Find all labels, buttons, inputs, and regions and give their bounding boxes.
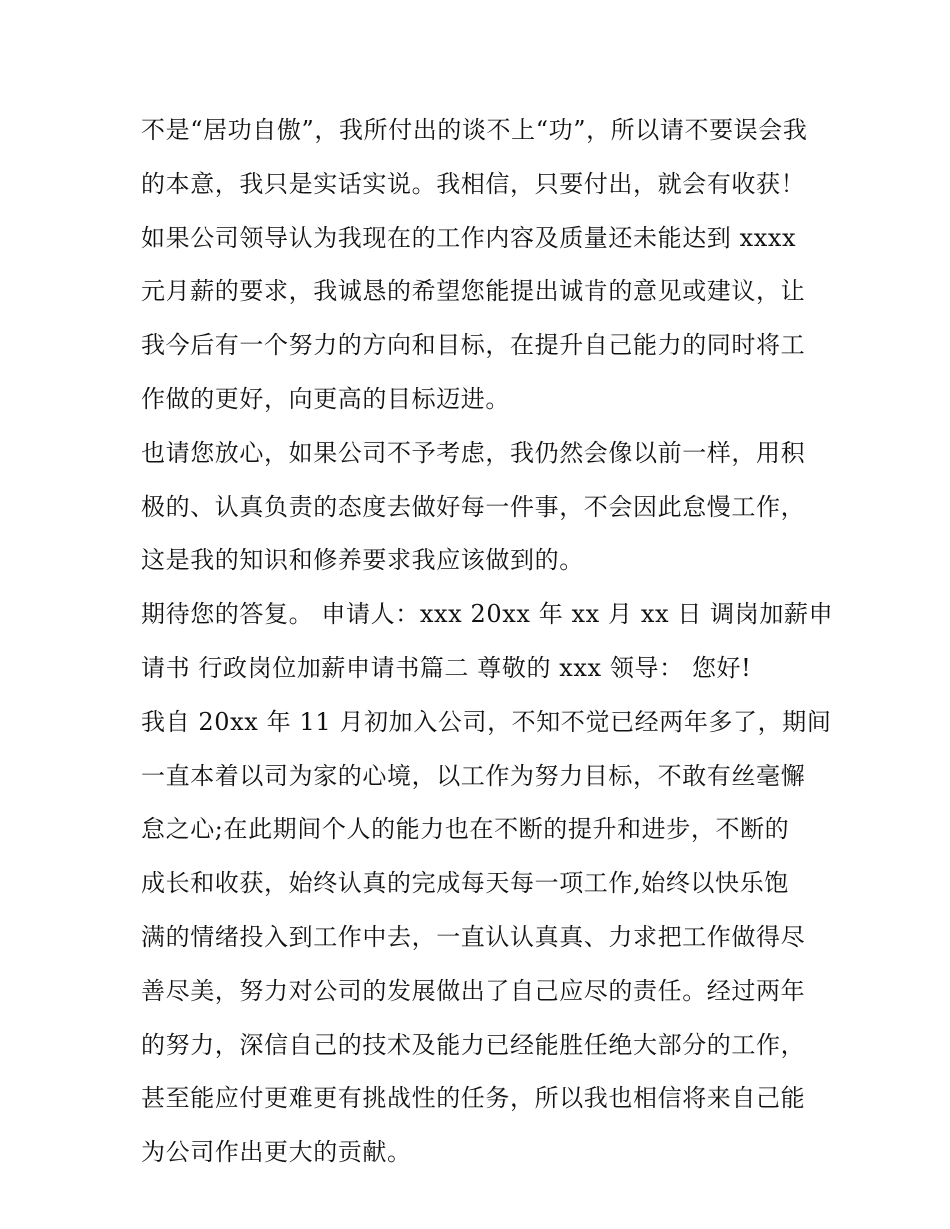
text-line: 的本意，我只是实话实说。我相信，只要付出，就会有收获！ xyxy=(141,169,806,198)
text-line: 我自 20xx 年 11 月初加入公司，不知不觉已经两年多了，期间 xyxy=(141,707,832,736)
text-line: 也请您放心，如果公司不予考虑，我仍然会像以前一样，用积 xyxy=(141,438,806,467)
text-line: 为公司作出更大的贡献。 xyxy=(141,1138,412,1167)
text-line: 请书 行政岗位加薪申请书篇二 尊敬的 xxx 领导： 您好! xyxy=(141,653,752,682)
text-line: 作做的更好，向更高的目标迈进。 xyxy=(141,384,510,413)
text-line: 极的、认真负责的态度去做好每一件事，不会因此怠慢工作， xyxy=(141,492,806,521)
text-line: 这是我的知识和修养要求我应该做到的。 xyxy=(141,546,584,575)
text-line: 一直本着以司为家的心境，以工作为努力目标，不敢有丝毫懈 xyxy=(141,761,806,790)
text-line: 满的情绪投入到工作中去，一直认认真真、力求把工作做得尽 xyxy=(141,922,806,951)
document-body xyxy=(141,104,834,1180)
text-line: 善尽美，努力对公司的发展做出了自己应尽的责任。经过两年 xyxy=(141,976,806,1005)
text-line: 元月薪的要求，我诚恳的希望您能提出诚肯的意见或建议，让 xyxy=(141,277,806,306)
text-line: 甚至能应付更难更有挑战性的任务，所以我也相信将来自己能 xyxy=(141,1084,806,1113)
text-line: 怠之心;在此期间个人的能力也在不断的提升和进步，不断的 xyxy=(141,815,790,844)
text-line: 不是“居功自傲”，我所付出的谈不上“功”，所以请不要误会我 xyxy=(141,116,808,144)
text-line: 期待您的答复。 申请人：xxx 20xx 年 xx 月 xx 日 调岗加薪申 xyxy=(141,600,834,629)
text-line: 成长和收获，始终认真的完成每天每一项工作,始终以快乐饱 xyxy=(141,869,789,898)
text-line: 的努力，深信自己的技术及能力已经能胜任绝大部分的工作， xyxy=(141,1030,806,1059)
text-line: 我今后有一个努力的方向和目标，在提升自己能力的同时将工 xyxy=(141,331,806,360)
text-line: 如果公司领导认为我现在的工作内容及质量还未能达到 xxxx xyxy=(141,223,797,252)
